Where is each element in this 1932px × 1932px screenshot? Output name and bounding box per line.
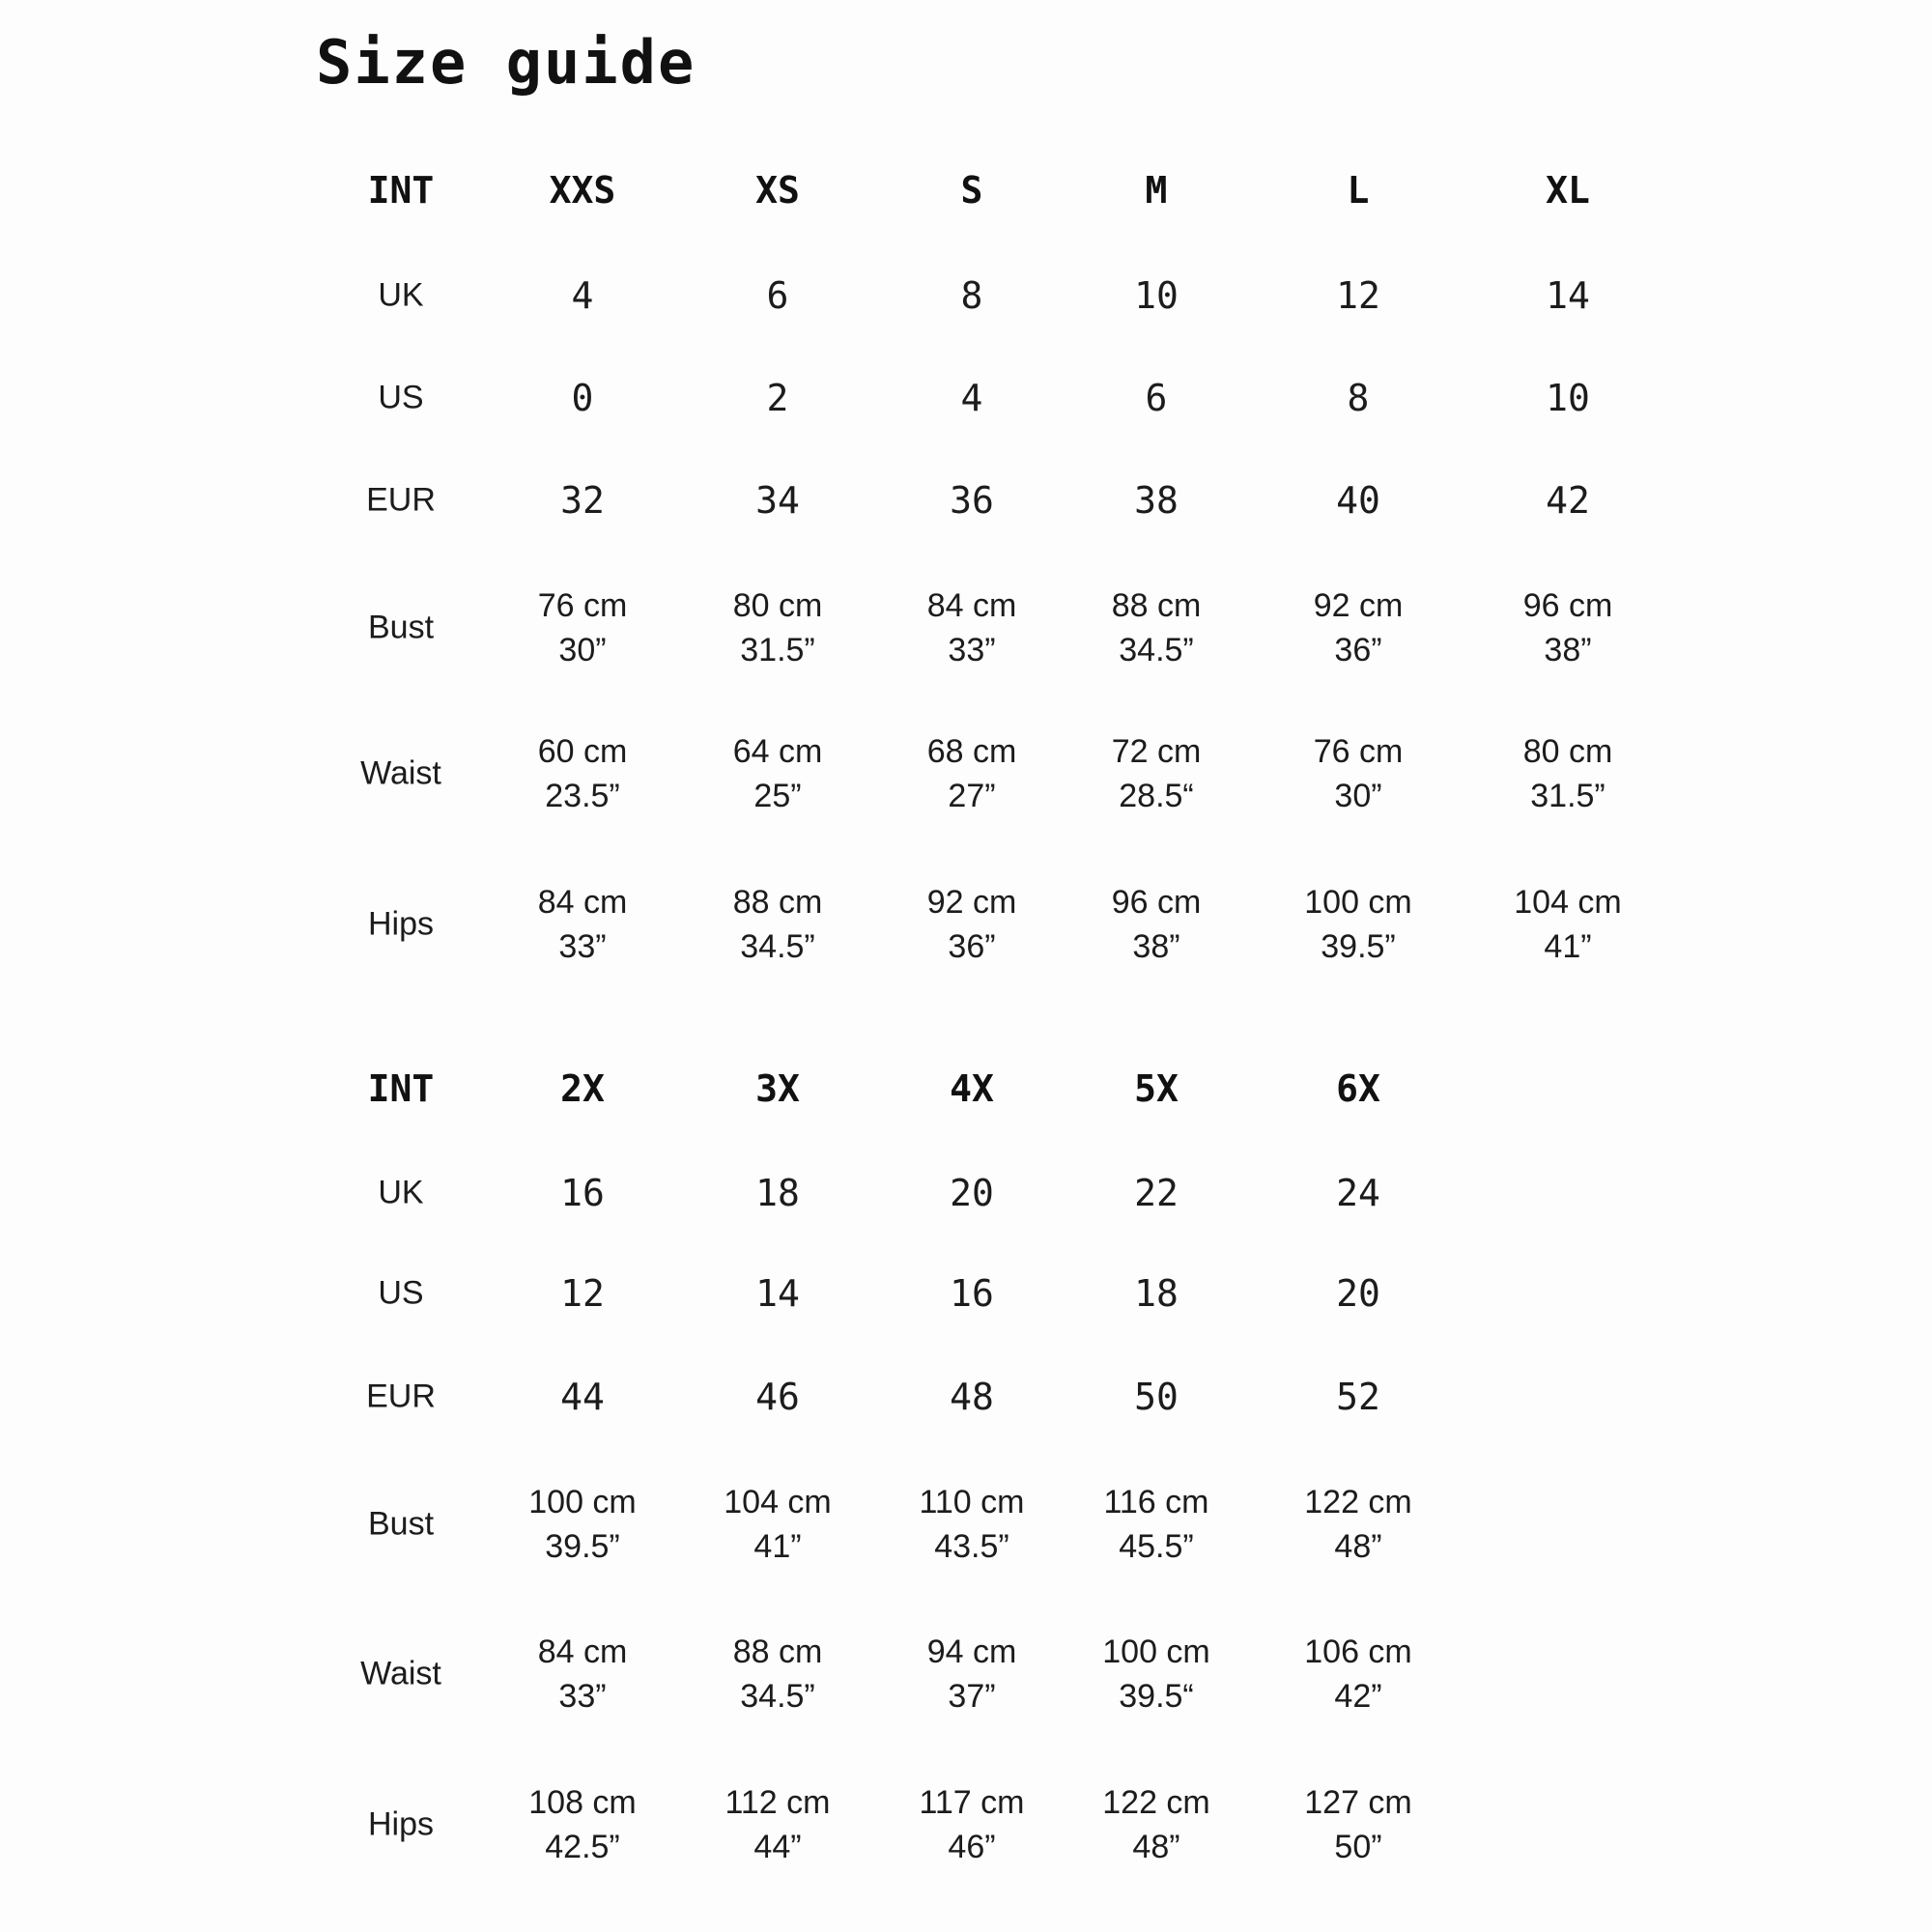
- size-value: 10: [1546, 377, 1590, 419]
- measurement-inches: 23.5”: [545, 778, 620, 814]
- column-header: S: [960, 169, 983, 212]
- size-value: 42: [1546, 479, 1590, 522]
- measurement-value: [733, 880, 823, 969]
- measurement-inches: 43.5”: [934, 1528, 1009, 1565]
- measurement-cm: 92 cm: [926, 884, 1017, 921]
- column-header: XXS: [549, 169, 616, 212]
- measurement-value: [920, 1480, 1025, 1569]
- measurement-value: [1304, 1480, 1412, 1569]
- measurement-inches: 25”: [753, 778, 802, 814]
- measurement-value: [920, 1780, 1025, 1869]
- measurement-value: [1112, 880, 1202, 969]
- measurement-inches: 30”: [558, 632, 607, 668]
- measurement-inches: 36”: [1334, 632, 1382, 668]
- column-header: XS: [755, 169, 800, 212]
- row-label: Hips: [367, 1805, 435, 1843]
- size-value: 0: [571, 377, 594, 419]
- measurement-cm: 96 cm: [1522, 587, 1613, 624]
- measurement-inches: 39.5”: [545, 1528, 620, 1565]
- measurement-inches: 42.5”: [545, 1829, 620, 1865]
- measurement-value: [538, 1630, 628, 1719]
- row-label: EUR: [366, 481, 436, 519]
- measurement-value: [1523, 583, 1613, 672]
- measurement-cm: 104 cm: [724, 1484, 832, 1520]
- measurement-inches: 34.5”: [1119, 632, 1194, 668]
- measurement-inches: 34.5”: [740, 1678, 815, 1715]
- column-header: M: [1145, 169, 1168, 212]
- measurement-value: [1314, 583, 1404, 672]
- measurement-cm: 100 cm: [1102, 1634, 1210, 1670]
- measurement-cm: 88 cm: [1111, 587, 1202, 624]
- measurement-value: [1102, 1630, 1210, 1719]
- measurement-cm: 84 cm: [926, 587, 1017, 624]
- measurement-inches: 41”: [1544, 928, 1592, 965]
- measurement-inches: 39.5”: [1321, 928, 1396, 965]
- page-title: Size guide: [316, 27, 696, 98]
- measurement-cm: 100 cm: [528, 1484, 637, 1520]
- measurement-value: [528, 1780, 637, 1869]
- measurement-inches: 34.5”: [740, 928, 815, 965]
- measurement-value: [724, 1480, 832, 1569]
- measurement-inches: 33”: [558, 928, 607, 965]
- measurement-cm: 60 cm: [537, 733, 628, 770]
- measurement-cm: 106 cm: [1304, 1634, 1412, 1670]
- measurement-value: [1112, 729, 1202, 818]
- column-header: 6X: [1336, 1067, 1380, 1110]
- size-value: 4: [571, 274, 594, 317]
- row-label: Bust: [367, 609, 435, 646]
- size-value: 2: [766, 377, 789, 419]
- row-label: US: [378, 379, 424, 416]
- row-label: Waist: [360, 1655, 441, 1692]
- size-value: 38: [1134, 479, 1179, 522]
- measurement-value: [1304, 1780, 1412, 1869]
- column-header: 4X: [950, 1067, 994, 1110]
- measurement-value: [927, 729, 1017, 818]
- measurement-value: [927, 880, 1017, 969]
- measurement-inches: 36”: [948, 928, 996, 965]
- size-value: 10: [1134, 274, 1179, 317]
- measurement-cm: 100 cm: [1304, 884, 1412, 921]
- column-header: XL: [1546, 169, 1590, 212]
- measurement-inches: 48”: [1132, 1829, 1180, 1865]
- measurement-inches: 31.5”: [1530, 778, 1605, 814]
- column-header: INT: [367, 169, 435, 212]
- measurement-cm: 96 cm: [1111, 884, 1202, 921]
- measurement-inches: 44”: [753, 1829, 802, 1865]
- row-label: Bust: [367, 1505, 435, 1543]
- size-value: 8: [960, 274, 983, 317]
- measurement-value: [538, 729, 628, 818]
- size-value: 44: [560, 1376, 605, 1418]
- measurement-inches: 30”: [1334, 778, 1382, 814]
- size-value: 24: [1336, 1172, 1380, 1214]
- measurement-cm: 117 cm: [919, 1784, 1025, 1821]
- size-value: 4: [960, 377, 983, 419]
- column-header: 2X: [560, 1067, 605, 1110]
- size-value: 40: [1336, 479, 1380, 522]
- measurement-value: [538, 583, 628, 672]
- measurement-inches: 38”: [1132, 928, 1180, 965]
- row-label: Waist: [360, 754, 441, 792]
- measurement-cm: 122 cm: [1102, 1784, 1210, 1821]
- size-value: 18: [755, 1172, 800, 1214]
- size-value: 22: [1134, 1172, 1179, 1214]
- size-value: 16: [950, 1272, 994, 1315]
- measurement-cm: 68 cm: [926, 733, 1017, 770]
- measurement-cm: 108 cm: [528, 1784, 637, 1821]
- measurement-cm: 76 cm: [537, 587, 628, 624]
- size-value: 16: [560, 1172, 605, 1214]
- measurement-cm: 84 cm: [537, 884, 628, 921]
- measurement-value: [1112, 583, 1202, 672]
- measurement-value: [927, 583, 1017, 672]
- size-value: 12: [560, 1272, 605, 1315]
- size-value: 48: [950, 1376, 994, 1418]
- measurement-value: [733, 583, 823, 672]
- measurement-inches: 33”: [558, 1678, 607, 1715]
- size-value: 6: [766, 274, 789, 317]
- measurement-inches: 39.5“: [1119, 1678, 1194, 1715]
- size-value: 12: [1336, 274, 1380, 317]
- column-header: L: [1347, 169, 1370, 212]
- size-value: 32: [560, 479, 605, 522]
- size-value: 34: [755, 479, 800, 522]
- column-header: 5X: [1134, 1067, 1179, 1110]
- measurement-value: [528, 1480, 637, 1569]
- row-label: Hips: [367, 905, 435, 943]
- measurement-value: [1523, 729, 1613, 818]
- measurement-value: [927, 1630, 1017, 1719]
- measurement-cm: 80 cm: [732, 587, 823, 624]
- row-label: US: [378, 1274, 424, 1312]
- size-value: 20: [1336, 1272, 1380, 1315]
- measurement-cm: 127 cm: [1304, 1784, 1412, 1821]
- size-value: 18: [1134, 1272, 1179, 1315]
- size-value: 6: [1145, 377, 1168, 419]
- measurement-inches: 28.5“: [1119, 778, 1194, 814]
- measurement-cm: 92 cm: [1313, 587, 1404, 624]
- measurement-cm: 88 cm: [732, 1634, 823, 1670]
- size-value: 14: [1546, 274, 1590, 317]
- measurement-cm: 64 cm: [732, 733, 823, 770]
- measurement-cm: 88 cm: [732, 884, 823, 921]
- row-label: UK: [378, 1174, 424, 1211]
- measurement-value: [538, 880, 628, 969]
- measurement-value: [1304, 1630, 1412, 1719]
- measurement-inches: 27”: [948, 778, 996, 814]
- measurement-inches: 37”: [948, 1678, 996, 1715]
- measurement-cm: 72 cm: [1111, 733, 1202, 770]
- size-value: 50: [1134, 1376, 1179, 1418]
- size-value: 8: [1347, 377, 1370, 419]
- measurement-cm: 104 cm: [1514, 884, 1622, 921]
- measurement-value: [1102, 1780, 1210, 1869]
- size-value: 52: [1336, 1376, 1380, 1418]
- row-label: EUR: [366, 1378, 436, 1415]
- measurement-inches: 48”: [1334, 1528, 1382, 1565]
- measurement-cm: 84 cm: [537, 1634, 628, 1670]
- size-value: 14: [755, 1272, 800, 1315]
- measurement-cm: 80 cm: [1522, 733, 1613, 770]
- measurement-cm: 76 cm: [1313, 733, 1404, 770]
- measurement-inches: 31.5”: [740, 632, 815, 668]
- measurement-value: [725, 1780, 831, 1869]
- measurement-cm: 94 cm: [926, 1634, 1017, 1670]
- measurement-cm: 112 cm: [724, 1784, 831, 1821]
- column-header: INT: [367, 1067, 435, 1110]
- measurement-inches: 46”: [948, 1829, 996, 1865]
- measurement-inches: 45.5”: [1119, 1528, 1194, 1565]
- measurement-value: [1304, 880, 1412, 969]
- measurement-inches: 50”: [1334, 1829, 1382, 1865]
- row-label: UK: [378, 276, 424, 314]
- measurement-inches: 41”: [753, 1528, 802, 1565]
- measurement-value: [1104, 1480, 1209, 1569]
- measurement-value: [1314, 729, 1404, 818]
- size-value: 46: [755, 1376, 800, 1418]
- measurement-cm: 110 cm: [919, 1484, 1025, 1520]
- column-header: 3X: [755, 1067, 800, 1110]
- measurement-value: [733, 729, 823, 818]
- measurement-value: [1514, 880, 1622, 969]
- measurement-inches: 33”: [948, 632, 996, 668]
- measurement-inches: 42”: [1334, 1678, 1382, 1715]
- measurement-value: [733, 1630, 823, 1719]
- size-value: 20: [950, 1172, 994, 1214]
- size-value: 36: [950, 479, 994, 522]
- measurement-cm: 116 cm: [1103, 1484, 1209, 1520]
- measurement-inches: 38”: [1544, 632, 1592, 668]
- measurement-cm: 122 cm: [1304, 1484, 1412, 1520]
